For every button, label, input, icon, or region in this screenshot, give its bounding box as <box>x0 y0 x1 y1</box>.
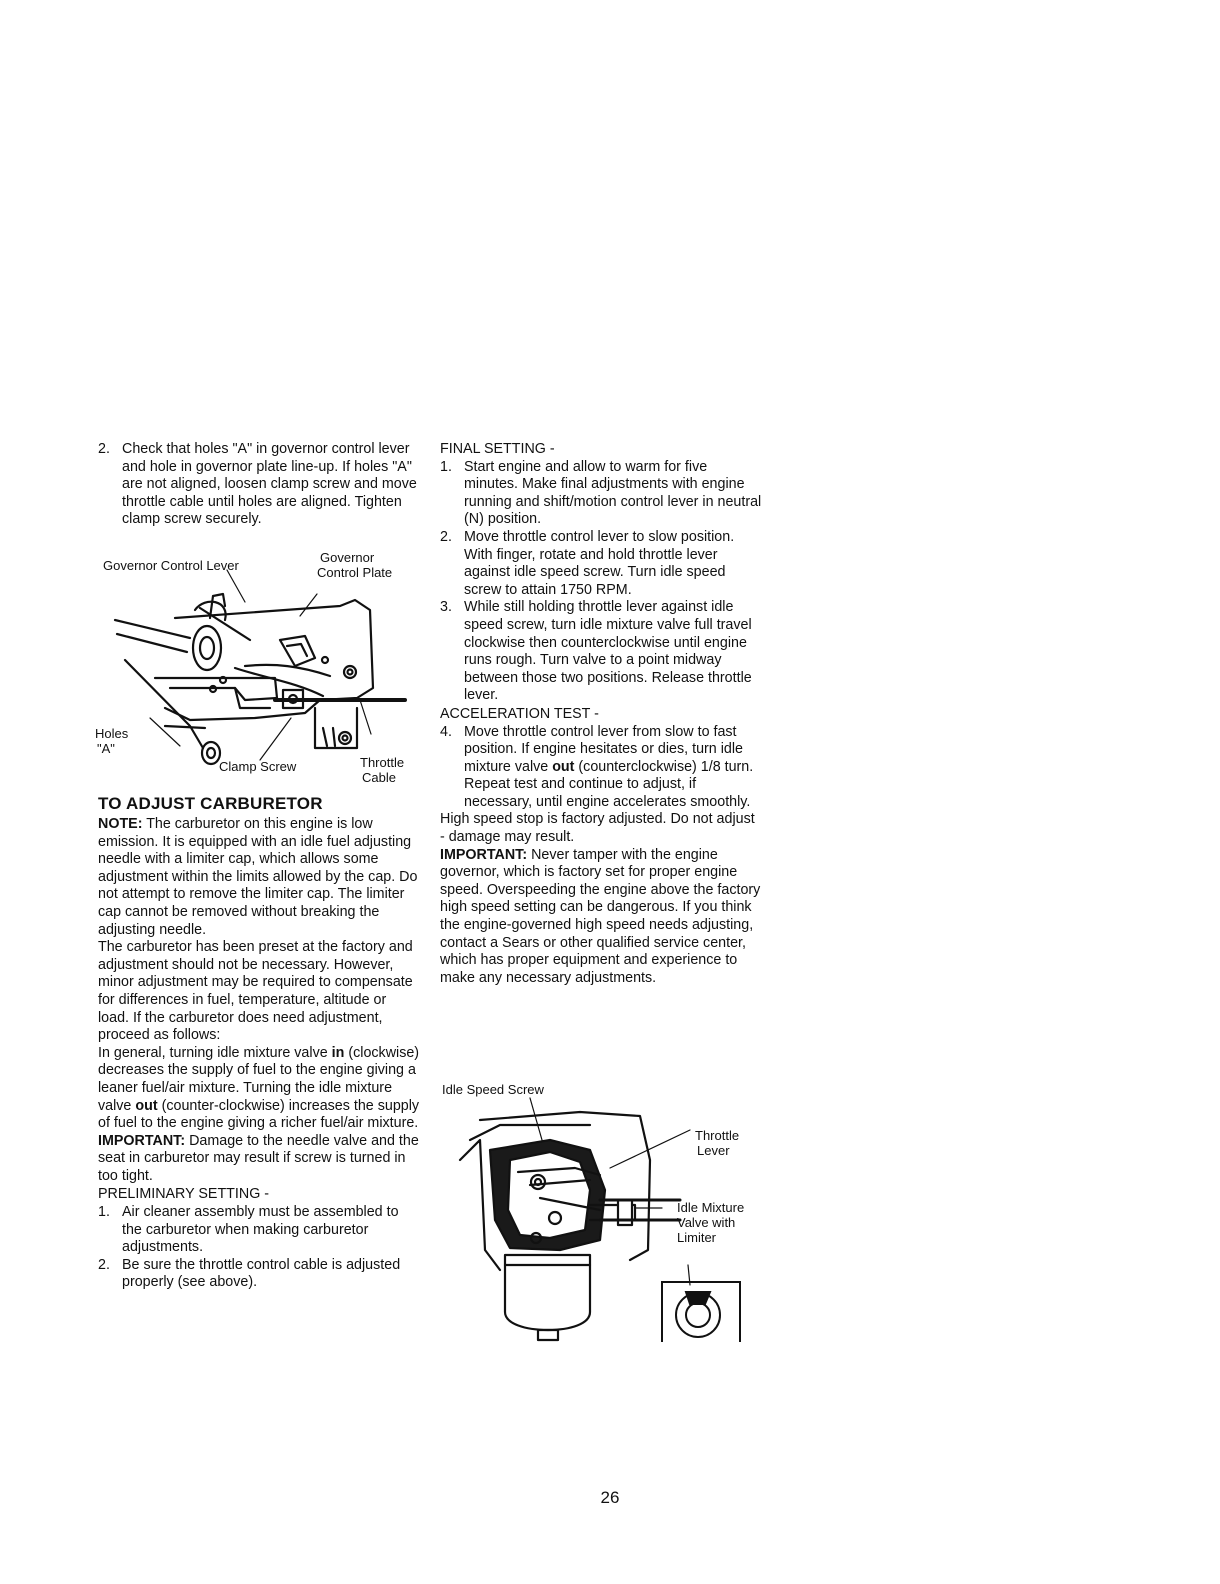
acceleration-heading: ACCELERATION TEST - <box>440 705 599 722</box>
step-number: 1. <box>98 1204 110 1221</box>
throttle-lever-label-line1: Throttle <box>695 1128 740 1143</box>
governor-step-2 <box>98 441 420 529</box>
preliminary-heading: PRELIMINARY SETTING - <box>98 1186 270 1203</box>
important-label: IMPORTANT: <box>440 846 528 863</box>
limiter-cap-inset <box>662 1282 740 1342</box>
important-label: IMPORTANT: <box>98 1132 186 1149</box>
mixture-text-b: (clockwise) decreases the supply of fuel to the engine giving a leaner fuel/air mixture. Turning the idle mixture valve <box>98 1044 420 1114</box>
step-number: 2. <box>440 528 452 545</box>
preliminary-step <box>98 1257 420 1292</box>
mixture-text-c: (counter-clockwise) increases the supply of fuel to the engine giving a richer fuel/air mixture. <box>98 1097 420 1132</box>
holes-label-line1: Holes <box>95 726 129 741</box>
step-text: Check that holes "A" in governor control lever and hole in governor plate line-up. If holes "A" are not aligned, loosen clamp screw and move throttle cable until holes are aligned. Tighten clamp screw securely. <box>122 441 417 528</box>
acceleration-step <box>440 724 762 812</box>
step-number: 3. <box>440 599 452 616</box>
step-number: 2. <box>98 441 110 457</box>
high-speed-paragraph: High speed stop is factory adjusted. Do not adjust - damage may result. <box>440 811 755 846</box>
step-number: 2. <box>98 1256 110 1273</box>
accel-text-b: (counterclockwise) 1/8 turn. Repeat test and continue to adjust, if necessary, until engine accelerates smoothly. <box>464 758 754 810</box>
step-text: Move throttle control lever to slow position. With finger, rotate and hold throttle lever against idle speed screw. Turn idle speed screw to attain 1750 RPM. <box>464 528 735 598</box>
important-text: Never tamper with the engine governor, which is factory set for proper engine speed. Overspeeding the engine above the factory high speed setting can be dangerous. If you think the engine-governed high speed needs adjusting, contact a Sears or other qualified service center, which has proper equipment and experience to make any necessary adjustments. <box>440 846 761 986</box>
mixture-paragraph <box>98 1045 420 1133</box>
step-text: Air cleaner assembly must be assembled to the carburetor when making carburetor adjustments. <box>122 1204 399 1256</box>
preset-paragraph: The carburetor has been preset at the factory and adjustment should not be necessary. However, minor adjustment may be required to compensate for differences in fuel, temperature, altitude or load. If the carburetor does need adjustment, proceed as follows: <box>98 939 413 1044</box>
preliminary-step <box>98 1204 420 1257</box>
throttle-cable-label-line2: Cable <box>362 770 396 785</box>
clamp-screw-label: Clamp Screw <box>219 759 297 774</box>
governor-plate-label-line2: Control Plate <box>317 565 393 580</box>
idle-speed-screw-label: Idle Speed Screw <box>442 1082 544 1097</box>
step-text: Start engine and allow to warm for five minutes. Make final adjustments with engine running and shift/motion control lever in neutral (N) position. <box>464 458 762 528</box>
final-setting-heading: FINAL SETTING - <box>440 441 555 457</box>
governor-figure <box>95 548 425 786</box>
step-text: While still holding throttle lever against idle speed screw, turn idle mixture valve full travel clockwise then counterclockwise until engine runs rough. Turn valve to a point midway between those two positions. Release throttle lever. <box>464 599 752 704</box>
governor-plate-label-line1: Governor <box>320 550 375 565</box>
idle-mixture-label-line1: Idle Mixture <box>677 1200 745 1215</box>
throttle-lever-label-line2: Lever <box>697 1143 730 1158</box>
mixture-out: out <box>135 1097 158 1114</box>
left-column-lower <box>98 788 420 1292</box>
page-number: 26 <box>600 1488 620 1507</box>
mixture-text-a: In general, turning idle mixture valve <box>98 1044 328 1061</box>
step-text <box>464 724 762 812</box>
mixture-in: in <box>331 1044 345 1061</box>
important-paragraph <box>440 847 762 988</box>
note-label: NOTE: <box>98 816 143 832</box>
step-number: 1. <box>440 458 452 475</box>
carburetor-figure <box>440 1080 770 1342</box>
idle-mixture-label-line3: Limiter <box>677 1230 717 1245</box>
final-step <box>440 529 762 599</box>
note-text: The carburetor on this engine is low emission. It is equipped with an idle fuel adjusting needle with a limiter cap, which allows some adjustment within the limits allowed by the cap. Do not attempt to remove the limiter cap. The limiter cap cannot be removed without breaking the adjusting needle. <box>98 816 418 938</box>
accel-out: out <box>552 758 575 775</box>
step-number: 4. <box>440 723 452 740</box>
step-text: Be sure the throttle control cable is adjusted properly (see above). <box>122 1256 401 1291</box>
note-paragraph <box>98 816 420 939</box>
holes-label-line2: "A" <box>97 741 115 756</box>
left-column <box>98 441 420 529</box>
final-step <box>440 599 762 705</box>
governor-lever-label: Governor Control Lever <box>103 558 239 573</box>
important-text: Damage to the needle valve and the seat in carburetor may result if screw is turned in too tight. <box>98 1132 419 1184</box>
throttle-cable-label-line1: Throttle <box>360 755 405 770</box>
section-heading: TO ADJUST CARBURETOR <box>98 794 323 813</box>
accel-text-a: Move throttle control lever from slow to fast position. If engine hesitates or dies, turn idle mixture valve <box>464 723 743 775</box>
important-paragraph <box>98 1133 420 1186</box>
governor-illustration <box>95 548 425 786</box>
right-column <box>440 441 762 987</box>
final-step <box>440 459 762 529</box>
idle-mixture-label-line2: Valve with <box>677 1215 736 1230</box>
